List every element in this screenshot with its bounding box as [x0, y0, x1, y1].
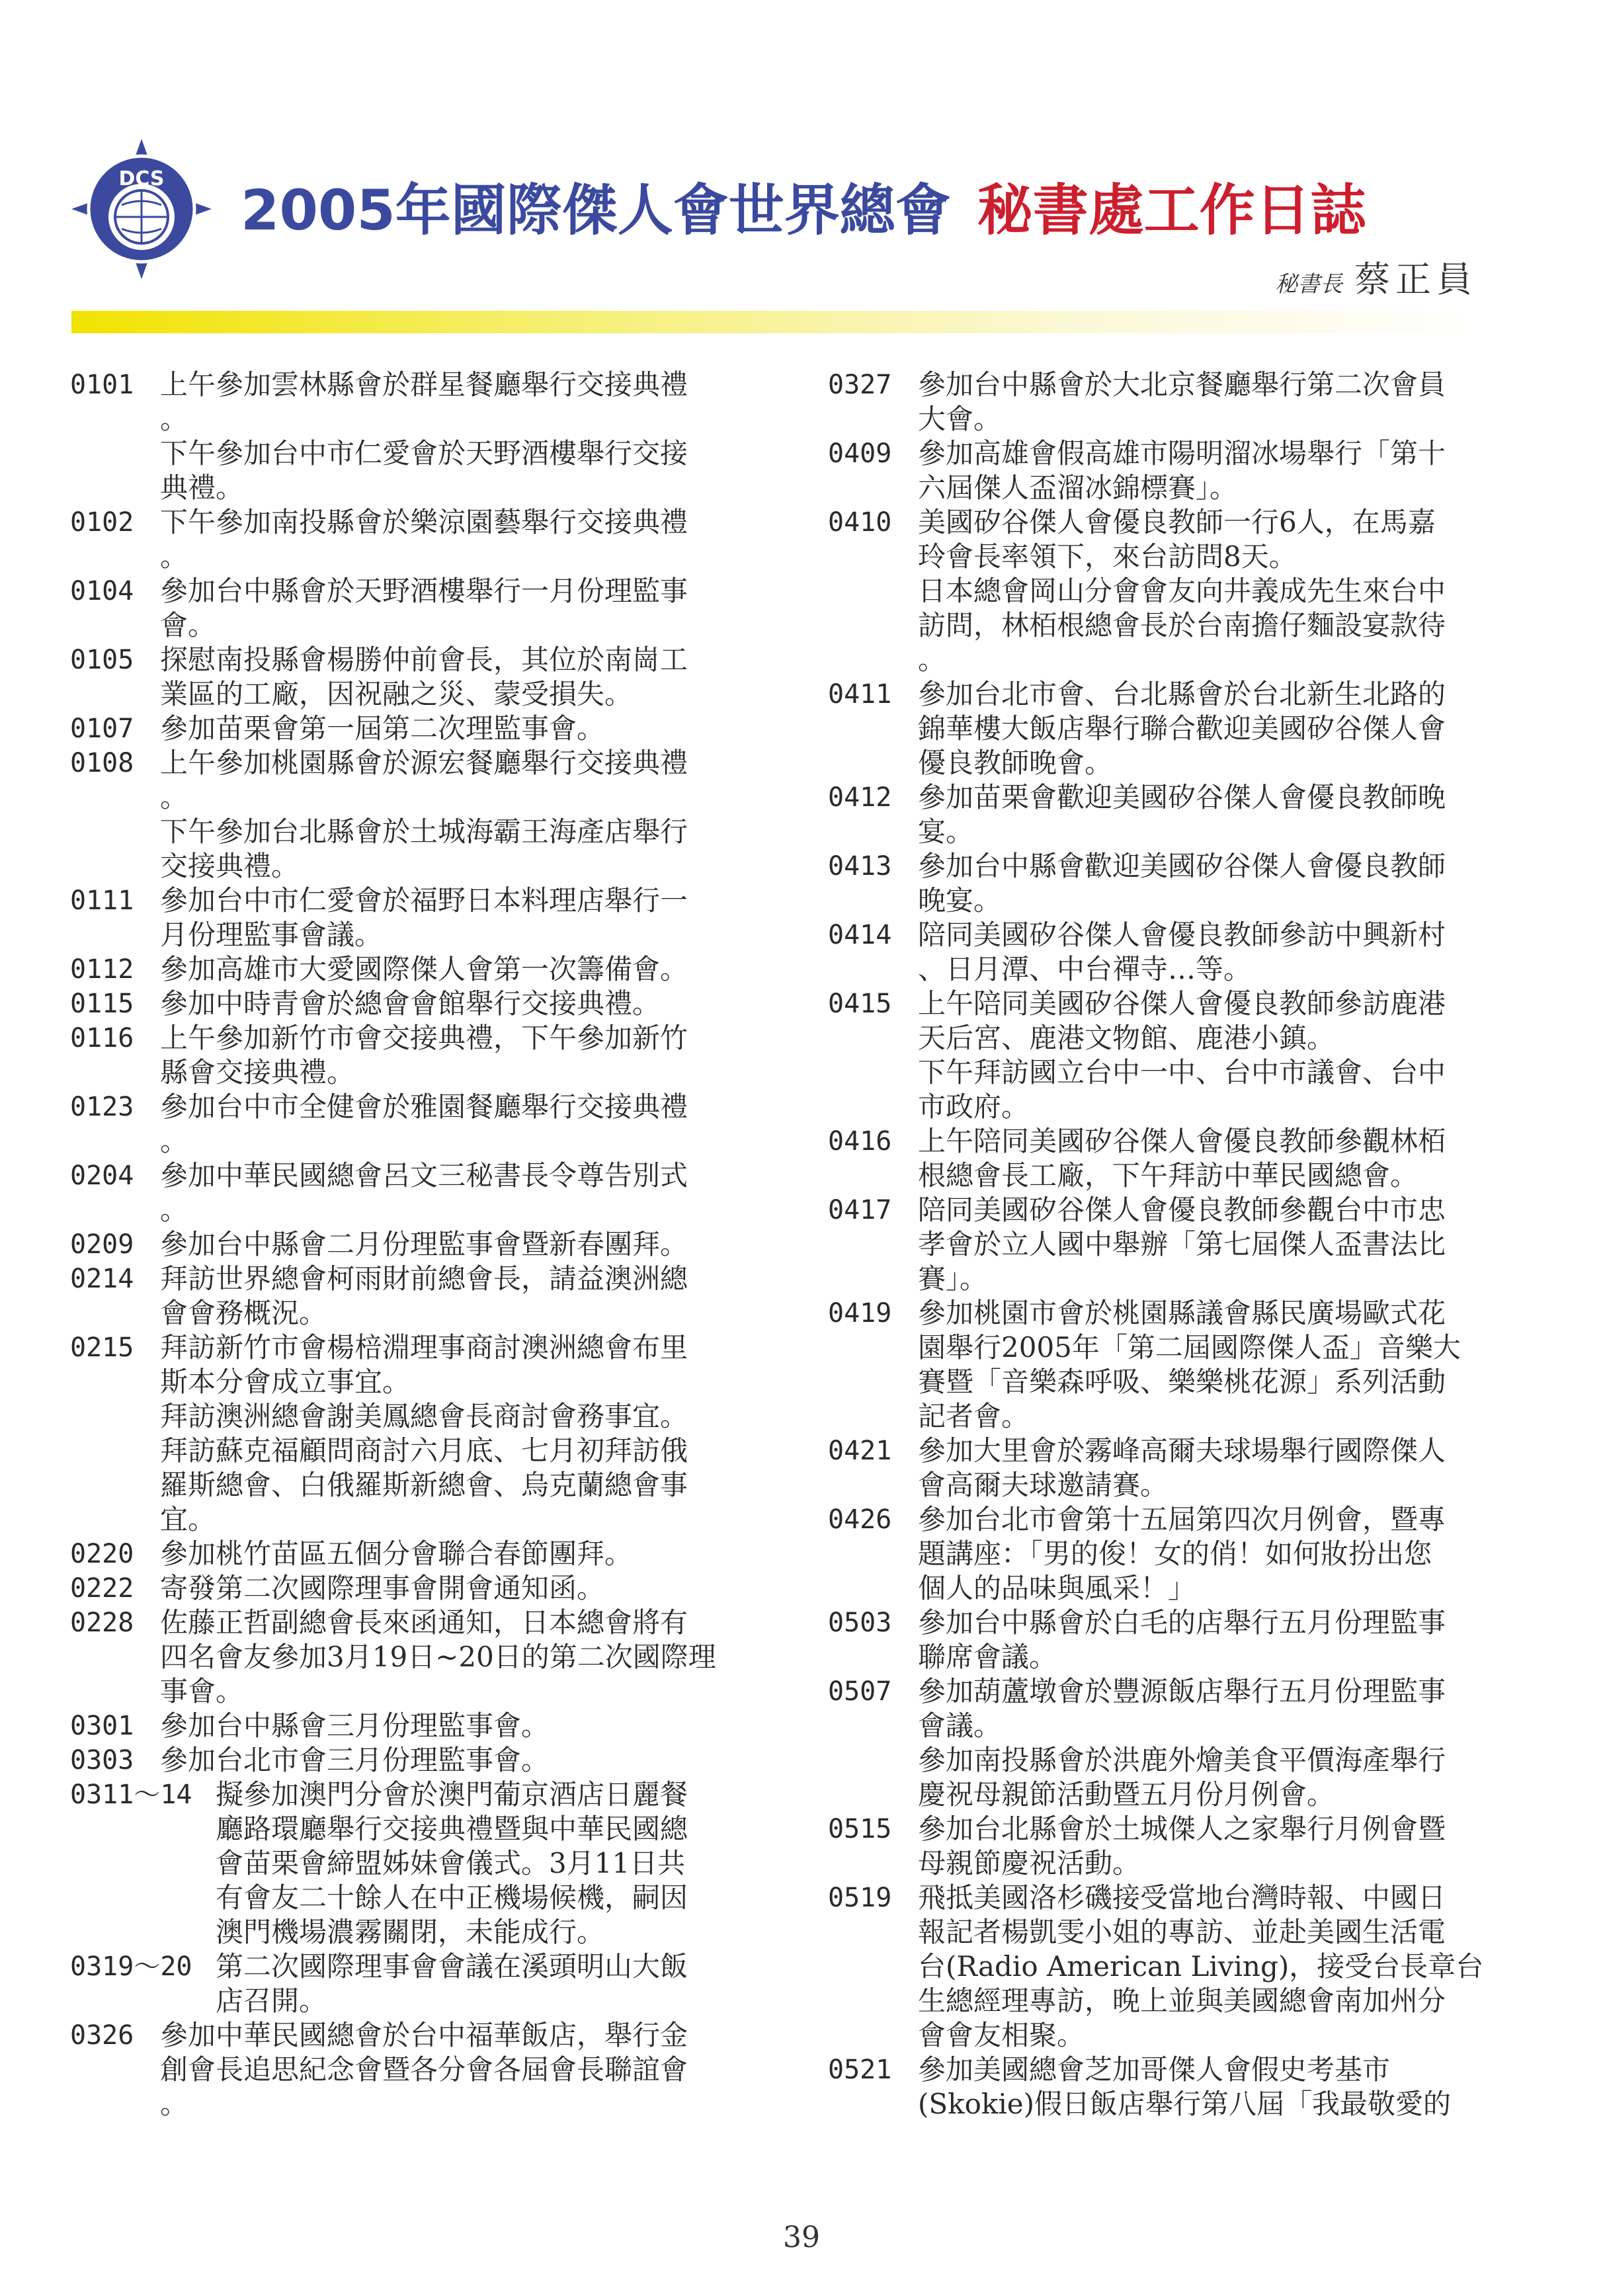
entry-text-line: 店召開。: [216, 1985, 327, 2017]
entry-text-line: 四名會友參加3月19日~20日的第二次國際理: [160, 1641, 716, 1673]
entry-date-code: 0326: [70, 2020, 134, 2051]
entry-text-line: 陪同美國矽谷傑人會優良教師參訪中興新村: [918, 919, 1446, 951]
entry-date-code: 0228: [70, 1608, 134, 1638]
entry-text-line: 慶祝母親節活動暨五月份月例會。: [918, 1778, 1335, 1811]
log-entry: [70, 368, 731, 505]
entry-text-line: 參加台中縣會於白毛的店舉行五月份理監事: [918, 1606, 1446, 1639]
log-entry: [70, 1159, 731, 1227]
entry-text-line: 。: [160, 540, 188, 573]
entry-date-code: 0410: [828, 507, 892, 538]
entry-text-line: 業區的工廠，因祝融之災、蒙受損失。: [160, 678, 633, 710]
entry-text-line: 優良教師晚會。: [918, 747, 1113, 779]
yellow-divider-bar: [71, 311, 1480, 333]
entry-text-line: 下午拜訪國立台中一中、台中市議會、台中: [918, 1056, 1446, 1088]
entry-text-line: 佐藤正哲副總會長來函通知，日本總會將有: [160, 1606, 688, 1639]
entry-date-code: 0409: [828, 438, 892, 469]
entry-date-code: 0222: [70, 1573, 134, 1604]
entry-text-line: 、日月潭、中台禪寺…等。: [918, 953, 1252, 985]
entry-text-line: 根總會長工廠，下午拜訪中華民國總會。: [918, 1159, 1418, 1192]
author-name: 蔡正員: [1354, 259, 1477, 300]
entry-text-line: 參加台北市會第十五屆第四次月例會，暨專: [918, 1503, 1446, 1536]
log-entry: [70, 1331, 731, 1537]
title-sub: 秘書處工作日誌: [977, 178, 1366, 243]
entry-text-line: 會議。: [918, 1709, 1002, 1742]
entry-text-line: 天后宮、鹿港文物館、鹿港小鎮。: [918, 1022, 1335, 1054]
entry-date-code: 0419: [828, 1298, 892, 1329]
entry-text-line: 。: [160, 1194, 188, 1226]
log-entry: [70, 1227, 731, 1262]
log-entry: [828, 1193, 1489, 1296]
log-entry: [828, 1434, 1489, 1502]
entry-text-line: 陪同美國矽谷傑人會優良教師參觀台中市忠: [918, 1194, 1446, 1226]
log-entry: [828, 849, 1489, 918]
entry-date-code: 0104: [70, 576, 134, 606]
entry-text-line: 參加中華民國總會於台中福華飯店，舉行金: [160, 2019, 688, 2051]
log-entry: [70, 2018, 731, 2121]
entry-date-code: 0503: [828, 1608, 892, 1638]
log-entry: [70, 505, 731, 574]
entry-text-line: 擬參加澳門分會於澳門葡京酒店日麗餐: [216, 1778, 688, 1811]
entry-text-line: 參加桃園市會於桃園縣議會縣民廣場歐式花: [918, 1297, 1446, 1329]
log-entry: [828, 436, 1489, 505]
entry-date-code: 0102: [70, 507, 134, 538]
page-title: [241, 171, 1366, 250]
entry-text-line: 飛抵美國洛杉磯接受當地台灣時報、中國日: [918, 1881, 1446, 1914]
entry-text-line: 羅斯總會、白俄羅斯新總會、烏克蘭總會事: [160, 1469, 688, 1501]
entry-text-line: 拜訪蘇克福顧問商討六月底、七月初拜訪俄: [160, 1434, 688, 1467]
entry-text-line: 月份理監事會議。: [160, 919, 383, 951]
log-entry: [828, 677, 1489, 780]
log-column-left: [70, 368, 731, 2121]
entry-text-line: 參加苗栗會第一屆第二次理監事會。: [160, 712, 605, 745]
page-number: 39: [783, 2221, 820, 2254]
entry-text-line: 六屆傑人盃溜冰錦標賽」。: [918, 472, 1238, 504]
log-entry: [828, 1502, 1489, 1606]
entry-text-line: 上午陪同美國矽谷傑人會優良教師參訪鹿港: [918, 987, 1446, 1020]
entry-date-code: 0105: [70, 645, 134, 675]
entry-text-line: 參加大里會於霧峰高爾夫球場舉行國際傑人: [918, 1434, 1446, 1467]
entry-date-code: 0101: [70, 370, 134, 400]
log-entry: [828, 987, 1489, 1124]
entry-text-line: 母親節慶祝活動。: [918, 1847, 1141, 1879]
entry-text-line: 會會務概況。: [160, 1297, 327, 1329]
entry-text-line: 。: [160, 781, 188, 813]
dcs-logo-emblem: [71, 139, 212, 279]
entry-text-line: 台(Radio American Living)，接受台長章台: [918, 1950, 1484, 1983]
entry-text-line: 園舉行2005年「第二屆國際傑人盃」音樂大: [918, 1331, 1461, 1364]
entry-date-code: 0421: [828, 1436, 892, 1466]
entry-text-line: 會高爾夫球邀請賽。: [918, 1469, 1169, 1501]
entry-text-line: 賽暨「音樂森呼吸、樂樂桃花源」系列活動: [918, 1366, 1446, 1398]
entry-date-code: 0301: [70, 1711, 134, 1741]
entry-date-code: 0209: [70, 1229, 134, 1260]
entry-text-line: 會會友相聚。: [918, 2019, 1085, 2051]
entry-text-line: 典禮。: [160, 472, 244, 504]
log-entry: [70, 1606, 731, 1709]
log-entry: [828, 780, 1489, 849]
log-entry: [828, 2053, 1489, 2121]
author-role: 秘書長: [1275, 271, 1342, 298]
entry-text-line: 宴。: [918, 815, 974, 848]
entry-text-line: 上午參加雲林縣會於群星餐廳舉行交接典禮: [160, 368, 688, 401]
entry-text-line: 宜。: [160, 1503, 216, 1536]
entry-text-line: 有會友二十餘人在中正機場候機，嗣因: [216, 1881, 688, 1914]
entry-text-line: 交接典禮。: [160, 850, 300, 882]
entry-date-code: 0112: [70, 954, 134, 985]
entry-text-line: 錦華樓大飯店舉行聯合歡迎美國矽谷傑人會: [918, 712, 1446, 745]
entry-text-line: 參加台北市會三月份理監事會。: [160, 1744, 550, 1776]
entry-text-line: 。: [160, 403, 188, 435]
entry-text-line: 參加台北市會、台北縣會於台北新生北路的: [918, 678, 1446, 710]
entry-text-line: 上午參加新竹市會交接典禮，下午參加新竹: [160, 1022, 688, 1054]
entry-text-line: 創會長追思紀念會暨各分會各屆會長聯誼會: [160, 2053, 688, 2086]
log-entry: [828, 918, 1489, 987]
entry-text-line: 記者會。: [918, 1400, 1030, 1432]
log-entry: [70, 1090, 731, 1159]
entry-date-code: 0416: [828, 1126, 892, 1157]
log-entry: [828, 1881, 1489, 2053]
entry-date-code: 0327: [828, 370, 892, 400]
entry-text-line: 上午陪同美國矽谷傑人會優良教師參觀林栢: [918, 1125, 1446, 1157]
logo-text: DCS: [118, 167, 165, 190]
entry-text-line: 拜訪澳洲總會謝美鳳總會長商討會務事宜。: [160, 1400, 688, 1432]
entry-text-line: 下午參加台中市仁愛會於天野酒樓舉行交接: [160, 437, 688, 470]
entry-text-line: 拜訪世界總會柯雨財前總會長，請益澳洲總: [160, 1262, 688, 1295]
entry-text-line: 生總經理專訪，晚上並與美國總會南加州分: [918, 1985, 1446, 2017]
entry-text-line: 下午參加台北縣會於土城海霸王海產店舉行: [160, 815, 688, 848]
entry-date-code: 0521: [828, 2055, 892, 2085]
author-signature: [1275, 251, 1477, 302]
entry-text-line: 玲會長率領下，來台訪問8天。: [918, 540, 1297, 573]
entry-date-code: 0115: [70, 989, 134, 1019]
entry-text-line: 參加台中縣會三月份理監事會。: [160, 1709, 550, 1742]
entry-text-line: 訪問，林栢根總會長於台南擔仔麵設宴款待: [918, 609, 1446, 641]
entry-text-line: 參加中華民國總會呂文三秘書長令尊告別式: [160, 1159, 688, 1192]
entry-text-line: 參加苗栗會歡迎美國矽谷傑人會優良教師晚: [918, 781, 1446, 813]
log-entry: [70, 712, 731, 746]
log-entry: [70, 1778, 731, 1949]
entry-date-code: 0220: [70, 1539, 134, 1569]
entry-text-line: 個人的品味與風采！」: [918, 1572, 1196, 1604]
entry-text-line: 參加高雄市大愛國際傑人會第一次籌備會。: [160, 953, 688, 985]
entry-text-line: 參加台中縣會於天野酒樓舉行一月份理監事: [160, 575, 688, 607]
entry-date-code: 0412: [828, 782, 892, 813]
entry-text-line: 澳門機場濃霧關閉，未能成行。: [216, 1916, 605, 1948]
log-entry: [70, 1537, 731, 1571]
entry-text-line: (Skokie)假日飯店舉行第八屆「我最敬愛的: [918, 2088, 1452, 2120]
page-header: [0, 0, 1603, 344]
log-entry: [828, 505, 1489, 677]
entry-text-line: 探慰南投縣會楊勝仲前會長，其位於南崗工: [160, 643, 688, 676]
entry-text-line: 廳路環廳舉行交接典禮暨與中華民國總: [216, 1813, 688, 1845]
entry-text-line: 賽」。: [918, 1262, 988, 1295]
entry-date-code: 0426: [828, 1504, 892, 1535]
entry-date-code: 0108: [70, 748, 134, 778]
entry-date-code: 0311～14: [70, 1780, 192, 1810]
log-entry: [70, 1709, 731, 1743]
log-entry: [828, 368, 1489, 436]
entry-date-code: 0417: [828, 1195, 892, 1225]
log-column-right: [828, 368, 1489, 2121]
entry-text-line: 。: [160, 1125, 188, 1157]
entry-text-line: 孝會於立人國中舉辦「第七屆傑人盃書法比: [918, 1228, 1446, 1260]
entry-date-code: 0519: [828, 1883, 892, 1913]
entry-text-line: 題講座：「男的俊！女的俏！如何妝扮出您: [918, 1538, 1432, 1570]
entry-text-line: 參加桃竹苗區五個分會聯合春節團拜。: [160, 1538, 633, 1570]
entry-date-code: 0204: [70, 1161, 134, 1191]
entry-text-line: 晚宴。: [918, 884, 1002, 917]
entry-text-line: 事會。: [160, 1675, 244, 1707]
entry-text-line: 上午參加桃園縣會於源宏餐廳舉行交接典禮: [160, 747, 688, 779]
entry-text-line: 參加高雄會假高雄市陽明溜冰場舉行「第十: [918, 437, 1446, 470]
log-entry: [70, 1949, 731, 2018]
entry-date-code: 0116: [70, 1023, 134, 1053]
log-entry: [70, 746, 731, 883]
log-entry: [70, 1021, 731, 1090]
entry-date-code: 0515: [828, 1814, 892, 1844]
entry-text-line: 參加葫蘆墩會於豐源飯店舉行五月份理監事: [918, 1675, 1446, 1707]
entry-text-line: 參加美國總會芝加哥傑人會假史考基市: [918, 2053, 1391, 2086]
log-entry: [828, 1296, 1489, 1434]
entry-date-code: 0507: [828, 1676, 892, 1707]
entry-date-code: 0214: [70, 1264, 134, 1294]
entry-text-line: 寄發第二次國際理事會開會通知函。: [160, 1572, 605, 1604]
entry-text-line: 參加南投縣會於洪鹿外燴美食平價海產舉行: [918, 1744, 1446, 1776]
log-entry: [70, 574, 731, 643]
entry-date-code: 0415: [828, 989, 892, 1019]
entry-date-code: 0319～20: [70, 1951, 192, 1982]
entry-text-line: 會苗栗會締盟姊妹會儀式。3月11日共: [216, 1847, 686, 1879]
entry-text-line: 第二次國際理事會會議在溪頭明山大飯: [216, 1950, 688, 1983]
entry-text-line: 大會。: [918, 403, 1002, 435]
log-entry: [828, 1812, 1489, 1881]
entry-text-line: 下午參加南投縣會於樂涼園藝舉行交接典禮: [160, 506, 688, 538]
entry-date-code: 0413: [828, 851, 892, 882]
log-entry: [828, 1674, 1489, 1812]
entry-text-line: 。: [918, 643, 946, 676]
entry-text-line: 日本總會岡山分會會友向井義成先生來台中: [918, 575, 1446, 607]
entry-date-code: 0111: [70, 885, 134, 916]
entry-text-line: 市政府。: [918, 1090, 1030, 1123]
log-entry: [70, 643, 731, 712]
entry-text-line: 參加台北縣會於土城傑人之家舉行月例會暨: [918, 1813, 1446, 1845]
entry-text-line: 拜訪新竹市會楊棓淵理事商討澳洲總會布里: [160, 1331, 688, 1364]
entry-text-line: 縣會交接典禮。: [160, 1056, 355, 1088]
log-entry: [828, 1124, 1489, 1193]
entry-text-line: 參加中時青會於總會會館舉行交接典禮。: [160, 987, 661, 1020]
log-entry: [70, 952, 731, 987]
log-entry: [70, 883, 731, 952]
entry-text-line: 參加台中縣會二月份理監事會暨新春團拜。: [160, 1228, 688, 1260]
entry-date-code: 0303: [70, 1745, 134, 1776]
log-entry: [70, 1571, 731, 1606]
entry-date-code: 0107: [70, 714, 134, 744]
log-entry: [70, 1262, 731, 1331]
entry-text-line: 報記者楊凱雯小姐的專訪、並赴美國生活電: [918, 1916, 1446, 1948]
entry-date-code: 0123: [70, 1092, 134, 1122]
entry-text-line: 參加台中市全健會於雅園餐廳舉行交接典禮: [160, 1090, 688, 1123]
entry-text-line: 美國矽谷傑人會優良教師一行6人，在馬嘉: [918, 506, 1436, 538]
entry-text-line: 參加台中縣會歡迎美國矽谷傑人會優良教師: [918, 850, 1446, 882]
title-main: 2005年國際傑人會世界總會: [241, 178, 951, 243]
log-entry: [70, 1743, 731, 1778]
entry-date-code: 0414: [828, 920, 892, 950]
entry-text-line: 參加台中縣會於大北京餐廳舉行第二次會員: [918, 368, 1446, 401]
entry-date-code: 0411: [828, 679, 892, 710]
entry-date-code: 0215: [70, 1332, 134, 1363]
log-entry: [828, 1606, 1489, 1674]
entry-text-line: 參加台中市仁愛會於福野日本料理店舉行一: [160, 884, 688, 917]
entry-text-line: 。: [160, 2088, 188, 2120]
entry-text-line: 斯本分會成立事宜。: [160, 1366, 411, 1398]
entry-text-line: 會。: [160, 609, 216, 641]
log-entry: [70, 987, 731, 1021]
entry-text-line: 聯席會議。: [918, 1641, 1057, 1673]
